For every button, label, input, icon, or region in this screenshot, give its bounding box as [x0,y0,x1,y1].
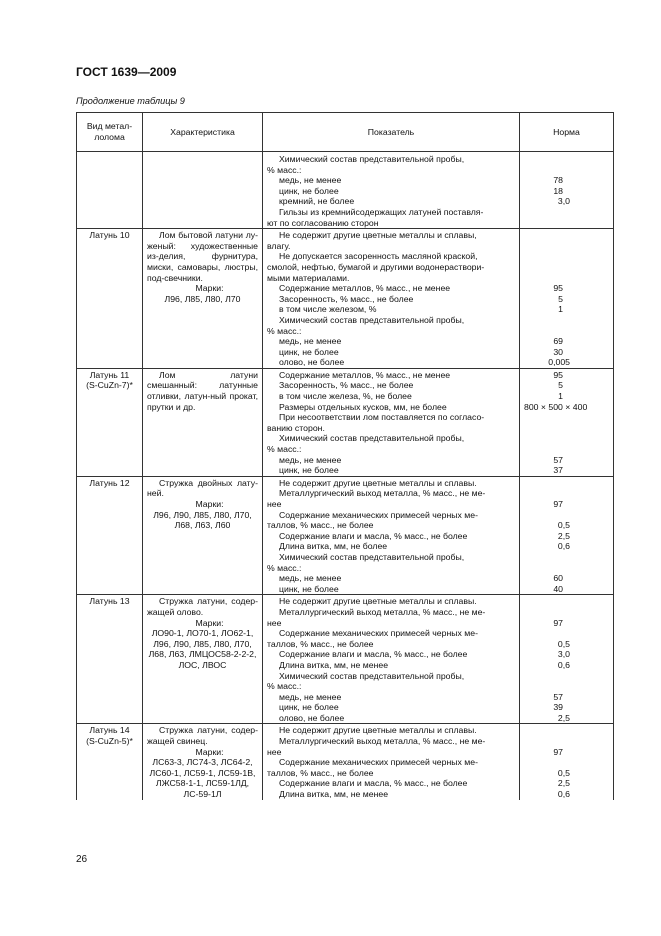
norm-line [524,607,609,618]
norm-line [524,175,609,186]
norm-line [524,736,609,747]
indicator-line: Размеры отдельных кусков, мм, не более [279,401,447,412]
kind-line: (S-CuZn-7)* [86,380,133,391]
kind-line: Латунь 10 [89,230,130,241]
characteristic-description: Лом латуни смешанный: латунные отливки, латун-ный прокат, прутки и др. [147,369,258,412]
norm-line [524,768,609,779]
indicator-line: нее [267,746,282,757]
cell-kind [77,229,143,369]
norm-value: 0,6 [557,541,570,552]
cell-norms [520,724,614,800]
norm-value: 57 [553,454,563,465]
marks-label: Марки: [195,617,224,628]
norm-line [524,315,609,326]
norm-line [524,402,609,413]
norm-line [524,747,609,758]
norm-value: 1 [558,304,563,315]
marks-label: Марки: [195,283,224,294]
cell-kind [77,476,143,595]
cell-norms [520,476,614,595]
norm-value: 97 [553,617,563,628]
norm-value: 69 [553,336,563,347]
cell-characteristic [143,724,263,800]
norm-line [524,207,609,218]
norm-line [524,465,609,476]
indicator-line: Не содержит другие цветные металлы и сплавы. [279,477,477,488]
norm-line [524,347,609,358]
indicator-line: Химический состав представительной пробы, [279,670,465,681]
indicator-line: Химический состав представительной пробы, [279,433,465,444]
norm-value: 60 [553,573,563,584]
norm-value: 800 × 500 × 400 [524,401,588,412]
indicator-line: Металлургический выход металла, % масс., не ме- [279,736,486,747]
indicator-line: медь, не менее [279,573,342,584]
indicator-line: % масс.: [267,562,302,573]
indicator-line: медь, не менее [279,691,342,702]
indicator-line: % масс.: [267,325,302,336]
norm-line [524,531,609,542]
kind-line: (S-CuZn-5)* [86,736,133,747]
characteristic-description: Стружка латуни, содер-жащей свинец. [147,725,258,747]
indicator-line: цинк, не более [279,702,339,713]
norm-line [524,380,609,391]
norm-line [524,778,609,789]
header-indicator: Показатель [263,113,520,152]
norm-value: 37 [553,465,563,476]
norm-line [524,444,609,455]
norm-line [524,725,609,736]
norm-line [524,304,609,315]
norm-line [524,218,609,229]
indicator-line: Не содержит другие цветные металлы и сплавы, [279,230,477,241]
norm-line [524,230,609,241]
norm-line [524,357,609,368]
indicator-line: Содержание влаги и масла, % масс., не более [279,649,468,660]
indicator-line: олово, не более [279,712,345,723]
cell-indicators [263,595,520,724]
norm-line [524,165,609,176]
indicator-line: цинк, не более [279,346,339,357]
table-caption: Продолжение таблицы 9 [76,96,185,106]
characteristic-description: Лом бытовой латуни лу-женый: художественные из-делия, фурнитура, миски, самовары, люстры, под-свечники. [147,230,258,283]
indicator-line: медь, не менее [279,336,342,347]
cell-indicators [263,229,520,369]
table-row [77,595,614,724]
kind-line: Латунь 13 [89,596,130,607]
table-row [77,368,614,476]
indicator-line: Засоренность, % масс., не более [279,293,414,304]
norm-value: 30 [553,346,563,357]
indicator-line: кремний, не более [279,196,355,207]
norm-line [524,618,609,629]
norm-line [524,649,609,660]
indicator-line: цинк, не более [279,465,339,476]
norm-value: 0,5 [557,520,570,531]
indicator-line: в том числе железом, % [279,304,377,315]
norm-line [524,412,609,423]
norm-line [524,499,609,510]
indicator-line: % масс.: [267,164,302,175]
norm-line [524,423,609,434]
kind-line: Латунь 12 [89,477,130,488]
cell-norms [520,368,614,476]
norm-line [524,552,609,563]
norm-line [524,283,609,294]
norm-line [524,370,609,381]
norm-line [524,584,609,595]
indicator-line: нее [267,499,282,509]
indicator-line: Не содержит другие цветные металлы и сплавы. [279,725,477,736]
norm-value: 39 [553,702,563,713]
header-characteristic: Характеристика [143,113,263,152]
norm-value: 0,5 [557,638,570,649]
scrap-classification-table [76,112,614,800]
norm-line [524,251,609,262]
norm-value: 0,6 [557,659,570,670]
norm-line [524,433,609,444]
indicator-line: Гильзы из кремнийсодержащих латуней поставля- [279,206,484,217]
header-norm: Норма [520,113,614,152]
indicator-line: Содержание механических примесей черных ме- [279,628,478,639]
indicator-line: Длина витка, мм, не более [279,541,388,552]
norm-value: 0,6 [557,789,570,800]
page-number: 26 [76,854,88,865]
indicator-line: цинк, не более [279,583,339,594]
header-kind-line: лолома [94,132,125,142]
norm-line [524,326,609,337]
indicator-line: цинк, не более [279,185,339,196]
norm-value: 5 [558,293,563,304]
norm-line [524,273,609,284]
norm-line [524,692,609,703]
cell-kind [77,724,143,800]
norm-value: 5 [558,380,563,391]
indicator-line: При несоответствии лом поставляется по согласо- [279,412,485,423]
norm-line [524,789,609,800]
norm-line [524,488,609,499]
norm-value: 2,5 [557,712,570,723]
norm-line [524,478,609,489]
cell-indicators [263,152,520,229]
indicator-line: олово, не более [279,357,345,368]
indicator-line: Длина витка, мм, не менее [279,789,389,800]
cell-characteristic [143,152,263,229]
indicator-line: Химический состав представительной пробы, [279,551,465,562]
norm-line [524,639,609,650]
norm-value: 0,5 [557,767,570,778]
norm-line [524,628,609,639]
norm-line [524,541,609,552]
kind-line: Латунь 11 [89,369,130,380]
indicator-line: Не допускается засоренность масляной краской, [279,251,478,262]
norm-line [524,294,609,305]
norm-line [524,262,609,273]
indicator-line: Содержание влаги и масла, % масс., не более [279,778,468,789]
cell-indicators [263,368,520,476]
indicator-line: Содержание металлов, % масс., не менее [279,283,451,294]
norm-line [524,596,609,607]
marks-label: Марки: [195,499,224,509]
norm-line [524,154,609,165]
indicator-line: Химический состав представительной пробы, [279,314,465,325]
norm-line [524,671,609,682]
indicator-line: ванию сторон. [267,422,325,433]
norm-value: 97 [553,499,563,509]
norm-value: 1 [558,391,563,402]
norm-value: 78 [553,175,563,186]
indicator-line: Содержание металлов, % масс., не менее [279,369,451,380]
kind-line: Латунь 14 [89,725,130,736]
cell-indicators [263,724,520,800]
norm-value: 3,0 [557,196,570,207]
indicator-line: Химический состав представительной пробы, [279,154,465,164]
cell-characteristic [143,595,263,724]
indicator-line: медь, не менее [279,175,342,186]
indicator-line: % масс.: [267,681,302,692]
norm-value: 0,005 [548,357,570,368]
norm-line [524,702,609,713]
indicator-line: медь, не менее [279,454,342,465]
alloy-grades: ЛО90-1, ЛО70-1, ЛО62-1, Л96, Л90, Л85, Л80, Л70, Л68, Л63, ЛМЦОС58-2-2-2, ЛОС, ЛВОС [148,628,257,670]
cell-kind [77,368,143,476]
norm-value: 97 [553,746,563,757]
indicator-line: Длина витка, мм, не менее [279,659,389,670]
document-title: ГОСТ 1639—2009 [76,65,177,79]
indicator-line: смолой, нефтью, бумагой и другими водонераствори- [267,261,485,272]
indicator-line: нее [267,617,282,628]
norm-value: 95 [553,369,563,380]
cell-characteristic [143,368,263,476]
norm-line [524,713,609,724]
norm-line [524,241,609,252]
indicator-line: таллов, % масс., не более [267,638,374,649]
cell-characteristic [143,229,263,369]
norm-line [524,757,609,768]
norm-line [524,186,609,197]
norm-value: 57 [553,691,563,702]
norm-line [524,510,609,521]
indicator-line: Содержание влаги и масла, % масс., не более [279,530,468,541]
alloy-grades: ЛС63-3, ЛС74-3, ЛС64-2, ЛС60-1, ЛС59-1, ЛС59-1В, ЛЖС58-1-1, ЛС59-1ЛД, ЛС-59-1Л [149,757,256,800]
table-row [77,476,614,595]
norm-line [524,660,609,671]
norm-line [524,520,609,531]
cell-norms [520,595,614,724]
table-row [77,229,614,369]
indicator-line: влагу. [267,240,291,251]
characteristic-description: Стружка латуни, содер-жащей олово. [147,596,258,617]
norm-value: 18 [553,185,563,196]
header-kind [77,113,143,152]
characteristic-description: Стружка двойных лату-ней. [147,477,258,499]
norm-value: 95 [553,283,563,294]
norm-line [524,573,609,584]
norm-value: 40 [553,583,563,594]
indicator-line: Содержание механических примесей черных ме- [279,757,478,768]
norm-value: 3,0 [557,649,570,660]
norm-line [524,563,609,574]
indicator-line: ют по согласованию сторон [267,217,379,228]
indicator-line: % масс.: [267,444,302,455]
norm-line [524,196,609,207]
cell-kind [77,595,143,724]
indicator-line: в том числе железа, %, не более [279,391,412,402]
indicator-line: таллов, % масс., не более [267,520,374,531]
table-row [77,724,614,800]
indicator-line: мыми материалами. [267,272,350,283]
norm-line [524,391,609,402]
header-kind-line: Вид метал- [86,121,133,132]
norm-value: 2,5 [557,778,570,789]
indicator-line: Содержание механических примесей черных ме- [279,509,478,520]
cell-norms [520,152,614,229]
table-row [77,152,614,229]
cell-indicators [263,476,520,595]
norm-line [524,455,609,466]
norm-line [524,681,609,692]
indicator-line: Металлургический выход металла, % масс., не ме- [279,488,486,499]
cell-characteristic [143,476,263,595]
indicator-line: таллов, % масс., не более [267,767,374,778]
marks-label: Марки: [195,746,224,757]
indicator-line: Металлургический выход металла, % масс., не ме- [279,606,486,617]
cell-norms [520,229,614,369]
cell-kind [77,152,143,229]
indicator-line: Не содержит другие цветные металлы и сплавы. [279,596,477,607]
norm-line [524,336,609,347]
indicator-line: Засоренность, % масс., не более [279,380,414,391]
table-header-row [77,113,614,152]
alloy-grades: Л96, Л90, Л85, Л80, Л70, Л68, Л63, Л60 [153,509,252,531]
norm-value: 2,5 [557,530,570,541]
alloy-grades: Л96, Л85, Л80, Л70 [164,293,241,304]
